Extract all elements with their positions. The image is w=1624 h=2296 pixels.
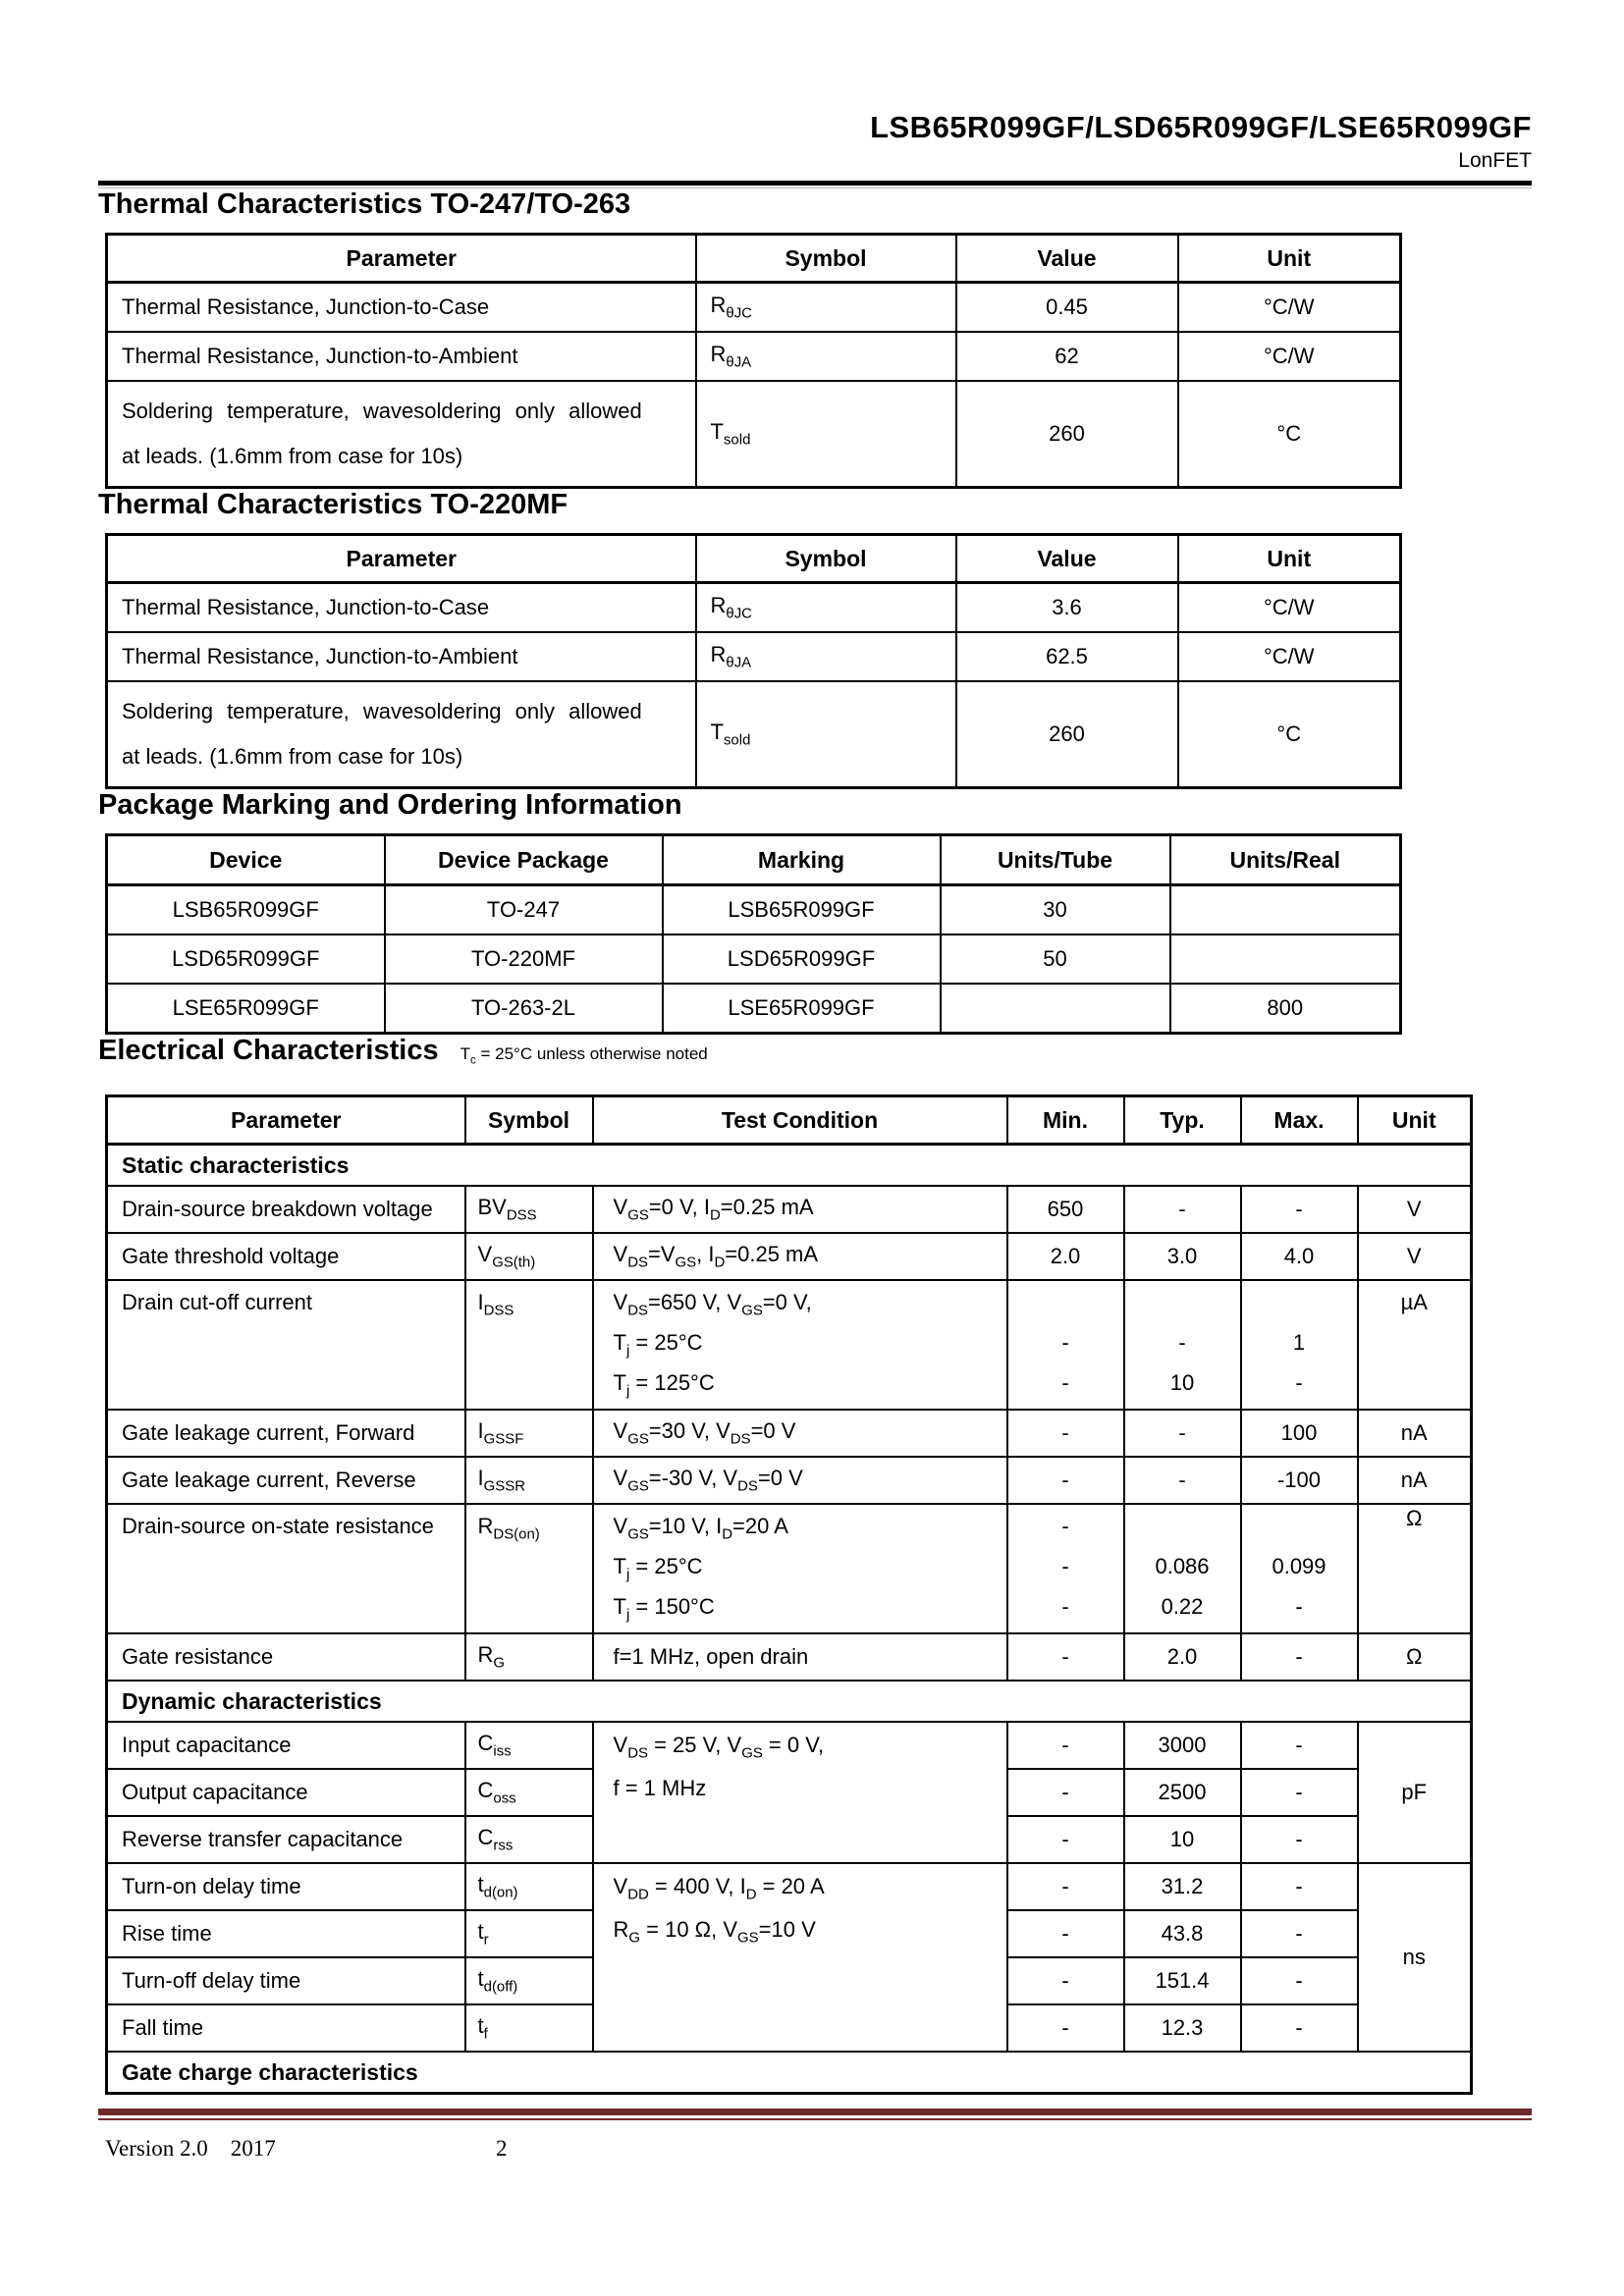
symbol-cell: $R_G$ xyxy=(465,1633,593,1681)
cond-cell: $V_{GS}=-30$ V, $V_{DS}=0$ V xyxy=(593,1457,1007,1504)
symbol-cell: $I_{GSSR}$ xyxy=(465,1457,593,1504)
thermal-to220-table xyxy=(105,533,1402,789)
electrical-characteristics-table xyxy=(105,1095,1473,2095)
typ-cell: 0.086 0.22 xyxy=(1124,1504,1241,1633)
param-cell: Fall time xyxy=(107,2004,465,2052)
section-row-gate-charge xyxy=(107,2052,1472,2094)
max-cell: - xyxy=(1241,1816,1358,1863)
unit-cell: °C/W xyxy=(1178,583,1401,633)
param-cell: Thermal Resistance, Junction-to-Case xyxy=(107,283,696,333)
marking-cell: LSE65R099GF xyxy=(663,984,941,1034)
units-tube-cell: 30 xyxy=(941,885,1170,935)
unit-cell-merged: ns xyxy=(1358,1863,1472,2052)
table-row xyxy=(107,1233,1472,1280)
symbol-cell: $R_{\theta JA}$ xyxy=(696,332,956,381)
brand-name: LonFET xyxy=(1458,149,1532,172)
col-header-symbol: Symbol xyxy=(696,235,956,283)
col-header-parameter: Parameter xyxy=(107,235,696,283)
cond-cell: $V_{GS}=0$ V, $I_D=0.25$ mA xyxy=(593,1186,1007,1233)
max-cell: - xyxy=(1241,1769,1358,1816)
col-header-max: Max. xyxy=(1241,1096,1358,1145)
unit-cell: °C xyxy=(1178,681,1401,788)
table-row xyxy=(107,1722,1472,1769)
typ-cell: - 10 xyxy=(1124,1280,1241,1410)
table-header-row xyxy=(107,1096,1472,1145)
device-cell: LSB65R099GF xyxy=(107,885,385,935)
table-row xyxy=(107,1863,1472,1910)
param-cell: Rise time xyxy=(107,1910,465,1957)
table-header-row xyxy=(107,235,1401,283)
symbol-cell: $C_{oss}$ xyxy=(465,1769,593,1816)
units-tube-cell: 50 xyxy=(941,934,1170,984)
min-cell: - xyxy=(1007,1633,1124,1681)
min-cell: - xyxy=(1007,1769,1124,1816)
param-cell: Gate resistance xyxy=(107,1633,465,1681)
col-header-symbol: Symbol xyxy=(465,1096,593,1145)
param-cell: Input capacitance xyxy=(107,1722,465,1769)
package-cell: TO-263-2L xyxy=(385,984,663,1034)
min-cell: - - xyxy=(1007,1280,1124,1410)
section-row-label: Static characteristics xyxy=(107,1145,1472,1187)
col-header-test-condition: Test Condition xyxy=(593,1096,1007,1145)
min-cell: - xyxy=(1007,1816,1124,1863)
max-cell: -100 xyxy=(1241,1457,1358,1504)
page-content xyxy=(98,0,1532,2165)
param-cell: Turn-on delay time xyxy=(107,1863,465,1910)
symbol-cell: $V_{GS(th)}$ xyxy=(465,1233,593,1280)
table-row xyxy=(107,984,1401,1034)
value-cell: 62 xyxy=(956,332,1178,381)
table-row xyxy=(107,1633,1472,1681)
cond-cell-merged: $V_{DD} = 400$ V, $I_D = 20$ A $R_G = 10$ Ω, $V_{GS}=10$ V xyxy=(593,1863,1007,2052)
table-row xyxy=(107,934,1401,984)
unit-cell: µA xyxy=(1358,1280,1472,1410)
device-cell: LSE65R099GF xyxy=(107,984,385,1034)
symbol-cell: $BV_{DSS}$ xyxy=(465,1186,593,1233)
thermal-to247-table xyxy=(105,233,1402,489)
max-cell: 100 xyxy=(1241,1410,1358,1457)
units-real-cell xyxy=(1170,885,1401,935)
col-header-unit: Unit xyxy=(1358,1096,1472,1145)
param-cell: Reverse transfer capacitance xyxy=(107,1816,465,1863)
unit-cell: Ω xyxy=(1358,1504,1472,1633)
section-heading-package: Package Marking and Ordering Information xyxy=(98,789,682,821)
table-row xyxy=(107,332,1401,381)
col-header-min: Min. xyxy=(1007,1096,1124,1145)
cond-cell: $V_{DS}=650$ V, $V_{GS}=0$ V, $T_j = 25^\circ C$ $T_j = 125^\circ C$ xyxy=(593,1280,1007,1410)
param-cell: Turn-off delay time xyxy=(107,1957,465,2004)
value-cell: 260 xyxy=(956,381,1178,488)
typ-cell: - xyxy=(1124,1410,1241,1457)
param-cell: Drain-source on-state resistance xyxy=(107,1504,465,1633)
col-header-parameter: Parameter xyxy=(107,535,696,583)
table-row xyxy=(107,1457,1472,1504)
max-cell: - xyxy=(1241,2004,1358,2052)
param-cell xyxy=(107,681,696,788)
col-header-device: Device xyxy=(107,835,385,885)
symbol-cell: $C_{iss}$ xyxy=(465,1722,593,1769)
symbol-cell: $T_{sold}$ xyxy=(696,381,956,488)
max-cell: - xyxy=(1241,1186,1358,1233)
footer-rule-thick xyxy=(98,2109,1532,2115)
max-cell: - xyxy=(1241,1722,1358,1769)
footer-rule-thin xyxy=(98,2118,1532,2120)
param-line1: Soldering temperature, wavesoldering only allowed xyxy=(122,699,642,723)
table-row xyxy=(107,1504,1472,1633)
max-cell: - xyxy=(1241,1910,1358,1957)
table-row xyxy=(107,1186,1472,1233)
cond-cell: $V_{GS}=10$ V, $I_D=20$ A $T_j = 25^\circ C$ $T_j = 150^\circ C$ xyxy=(593,1504,1007,1633)
value-cell: 260 xyxy=(956,681,1178,788)
section-row-label: Gate charge characteristics xyxy=(107,2052,1472,2094)
package-cell: TO-220MF xyxy=(385,934,663,984)
cond-cell-merged: $V_{DS} = 25$ V, $V_{GS} = 0$ V, f = 1 MHz xyxy=(593,1722,1007,1863)
typ-cell: 2500 xyxy=(1124,1769,1241,1816)
units-real-cell xyxy=(1170,934,1401,984)
param-line2: at leads. (1.6mm from case for 10s) xyxy=(122,744,463,769)
table-row xyxy=(107,681,1401,788)
section-row-dynamic xyxy=(107,1681,1472,1722)
min-cell: 650 xyxy=(1007,1186,1124,1233)
symbol-cell: $C_{rss}$ xyxy=(465,1816,593,1863)
min-cell: - xyxy=(1007,1457,1124,1504)
table-header-row xyxy=(107,535,1401,583)
param-cell: Thermal Resistance, Junction-to-Ambient xyxy=(107,632,696,681)
min-cell: - xyxy=(1007,1957,1124,2004)
symbol-cell: $t_{d(off)}$ xyxy=(465,1957,593,2004)
col-header-symbol: Symbol xyxy=(696,535,956,583)
symbol-cell: $I_{GSSF}$ xyxy=(465,1410,593,1457)
typ-cell: 2.0 xyxy=(1124,1633,1241,1681)
unit-cell: V xyxy=(1358,1233,1472,1280)
symbol-cell: $R_{\theta JA}$ xyxy=(696,632,956,681)
header-rule xyxy=(98,181,1532,186)
package-cell: TO-247 xyxy=(385,885,663,935)
param-cell: Output capacitance xyxy=(107,1769,465,1816)
cond-cell: $V_{DS}=V_{GS}$, $I_D=0.25$ mA xyxy=(593,1233,1007,1280)
version-text: Version 2.0 2017 xyxy=(105,2136,276,2161)
col-header-unit: Unit xyxy=(1178,535,1401,583)
max-cell: - xyxy=(1241,1633,1358,1681)
min-cell: - xyxy=(1007,1722,1124,1769)
param-line1: Soldering temperature, wavesoldering only allowed xyxy=(122,399,642,423)
unit-cell: nA xyxy=(1358,1410,1472,1457)
typ-cell: 43.8 xyxy=(1124,1910,1241,1957)
units-real-cell: 800 xyxy=(1170,984,1401,1034)
col-header-device-package: Device Package xyxy=(385,835,663,885)
device-cell: LSD65R099GF xyxy=(107,934,385,984)
symbol-cell: $R_{\theta JC}$ xyxy=(696,283,956,333)
symbol-cell: $t_f$ xyxy=(465,2004,593,2052)
symbol-cell: $R_{DS(on)}$ xyxy=(465,1504,593,1633)
min-cell: - xyxy=(1007,1410,1124,1457)
col-header-units-tube: Units/Tube xyxy=(941,835,1170,885)
symbol-cell: $I_{DSS}$ xyxy=(465,1280,593,1410)
max-cell: - xyxy=(1241,1863,1358,1910)
value-cell: 62.5 xyxy=(956,632,1178,681)
table-row xyxy=(107,283,1401,333)
cond-cell: f=1 MHz, open drain xyxy=(593,1633,1007,1681)
marking-cell: LSD65R099GF xyxy=(663,934,941,984)
col-header-parameter: Parameter xyxy=(107,1096,465,1145)
param-cell: Thermal Resistance, Junction-to-Case xyxy=(107,583,696,633)
max-cell: - xyxy=(1241,1957,1358,2004)
typ-cell: - xyxy=(1124,1186,1241,1233)
symbol-cell: $t_{d(on)}$ xyxy=(465,1863,593,1910)
table-row xyxy=(107,1280,1472,1410)
param-cell: Drain-source breakdown voltage xyxy=(107,1186,465,1233)
table-row xyxy=(107,583,1401,633)
typ-cell: 3000 xyxy=(1124,1722,1241,1769)
col-header-marking: Marking xyxy=(663,835,941,885)
typ-cell: 31.2 xyxy=(1124,1863,1241,1910)
param-cell: Gate leakage current, Forward xyxy=(107,1410,465,1457)
unit-cell: °C/W xyxy=(1178,632,1401,681)
symbol-cell: $R_{\theta JC}$ xyxy=(696,583,956,633)
value-cell: 3.6 xyxy=(956,583,1178,633)
col-header-units-real: Units/Real xyxy=(1170,835,1401,885)
col-header-value: Value xyxy=(956,235,1178,283)
max-cell: 0.099 - xyxy=(1241,1504,1358,1633)
table-row xyxy=(107,1410,1472,1457)
min-cell: - xyxy=(1007,1863,1124,1910)
min-cell: - xyxy=(1007,1910,1124,1957)
param-cell: Drain cut-off current xyxy=(107,1280,465,1410)
max-cell: 1 - xyxy=(1241,1280,1358,1410)
unit-cell: V xyxy=(1358,1186,1472,1233)
unit-cell-merged: pF xyxy=(1358,1722,1472,1863)
param-cell xyxy=(107,381,696,488)
marking-cell: LSB65R099GF xyxy=(663,885,941,935)
table-row xyxy=(107,381,1401,488)
param-cell: Gate threshold voltage xyxy=(107,1233,465,1280)
page-footer xyxy=(98,2136,1532,2165)
section-heading-thermal-to220: Thermal Characteristics TO-220MF xyxy=(98,489,568,520)
units-tube-cell xyxy=(941,984,1170,1034)
symbol-cell: $t_r$ xyxy=(465,1910,593,1957)
symbol-cell: $T_{sold}$ xyxy=(696,681,956,788)
section-row-static xyxy=(107,1145,1472,1187)
col-header-unit: Unit xyxy=(1178,235,1401,283)
typ-cell: 151.4 xyxy=(1124,1957,1241,2004)
package-ordering-table xyxy=(105,833,1402,1035)
table-row xyxy=(107,632,1401,681)
col-header-value: Value xyxy=(956,535,1178,583)
cond-cell: $V_{GS}=30$ V, $V_{DS}=0$ V xyxy=(593,1410,1007,1457)
col-header-typ: Typ. xyxy=(1124,1096,1241,1145)
unit-cell: nA xyxy=(1358,1457,1472,1504)
typ-cell: 10 xyxy=(1124,1816,1241,1863)
unit-cell: °C xyxy=(1178,381,1401,488)
section-heading-electrical xyxy=(98,1035,1532,1067)
unit-cell: °C/W xyxy=(1178,332,1401,381)
page-number: 2 xyxy=(496,2136,508,2161)
param-line2: at leads. (1.6mm from case for 10s) xyxy=(122,444,463,468)
min-cell: 2.0 xyxy=(1007,1233,1124,1280)
electrical-heading-text: Electrical Characteristics xyxy=(98,1035,439,1066)
table-header-row xyxy=(107,835,1401,885)
typ-cell: 3.0 xyxy=(1124,1233,1241,1280)
max-cell: 4.0 xyxy=(1241,1233,1358,1280)
unit-cell: °C/W xyxy=(1178,283,1401,333)
section-row-label: Dynamic characteristics xyxy=(107,1681,1472,1722)
document-title: LSB65R099GF/LSD65R099GF/LSE65R099GF xyxy=(870,110,1532,144)
min-cell: - - - xyxy=(1007,1504,1124,1633)
value-cell: 0.45 xyxy=(956,283,1178,333)
table-row xyxy=(107,885,1401,935)
unit-cell: Ω xyxy=(1358,1633,1472,1681)
param-cell: Gate leakage current, Reverse xyxy=(107,1457,465,1504)
typ-cell: 12.3 xyxy=(1124,2004,1241,2052)
param-cell: Thermal Resistance, Junction-to-Ambient xyxy=(107,332,696,381)
min-cell: - xyxy=(1007,2004,1124,2052)
typ-cell: - xyxy=(1124,1457,1241,1504)
test-condition-note: $T_c = 25^\circ C$ unless otherwise noted xyxy=(460,1044,708,1067)
section-heading-thermal-to247: Thermal Characteristics TO-247/TO-263 xyxy=(98,188,631,220)
